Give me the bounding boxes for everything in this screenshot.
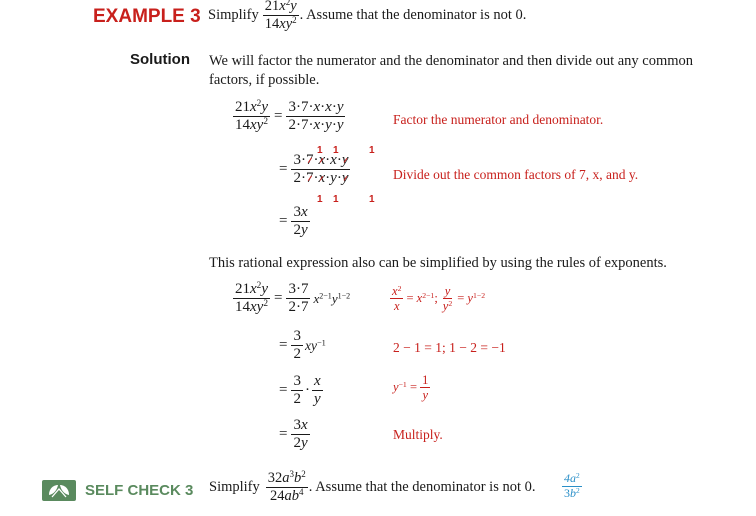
example-label: EXAMPLE 3 [93,6,201,27]
leaf-icon [42,480,76,501]
example-statement [208,0,526,32]
self-check-answer: $\frac{4a^2}{3b^2}$ [564,470,580,500]
three-halves: $\frac{3}{2}$ [293,328,301,363]
negative-exponent-note: $y^{-1}$ = $\frac{1}{y}$ [393,373,429,403]
example-denominator: $14xy^2$ [264,14,297,32]
factor-step: $\frac{21x^2y}{14xy^2}$ = $\frac{3\cdot 7\cdot x\cdot x\cdot y}{2\cdot 7\cdot x\cdot y\cdot y}$ [235,98,344,134]
self-check-tail: . Assume that the denominator is not 0. [308,478,536,495]
exponent-arith-note: 2 − 1 = 1; 1 − 2 = −1 [393,340,506,355]
cancel-mark: 1 [333,194,339,205]
exponents-intro: This rational expression also can be simplified by using the rules of exponents. [209,255,667,271]
self-check-badge [42,480,76,501]
quotient-rule-note: $\frac{x^2}{x}$ = $x^{2-1}$; $\frac{y}{y^2}$ = $y^{1-2}$ [392,283,486,314]
original-fraction-2: $\frac{21x^2y}{14xy^2}$ [235,280,268,316]
multiply-note: Multiply. [393,427,443,442]
self-check-lead: Simplify [209,478,260,495]
cancel-note: Divide out the common factors of 7, x, and y. [393,167,639,182]
self-check-label: SELF CHECK 3 [85,482,194,499]
result-step: = $\frac{3x}{2y}$ [279,204,308,239]
example-lead: Simplify [208,6,259,23]
example-tail: . Assume that the denominator is not 0. [299,6,527,23]
solution-intro-line1: We will factor the numerator and the denominator and then divide out any common [209,53,694,69]
example-fraction [263,0,299,32]
exponent-step-4: = $\frac{3x}{2y}$ [279,417,308,452]
exponent-step-3: = $\frac{3}{2}$ · $\frac{x}{y}$ [279,373,321,408]
factored-fraction: $\frac{3\cdot 7\cdot x\cdot x\cdot y}{2\cdot 7\cdot x\cdot y\cdot y}$ [288,99,344,134]
solution-intro-line2: factors, if possible. [209,72,320,88]
original-fraction: $\frac{21x^2y}{14xy^2}$ [235,98,268,134]
cancel-mark: 1 [369,194,375,205]
exponent-step: $\frac{21x^2y}{14xy^2}$ = $\frac{3\cdot 7}{2\cdot 7}$ $x^{2-1}y^{1-2}$ [235,280,351,316]
cancel-mark: 1 [369,145,375,156]
cancel-mark: 1 [317,145,323,156]
factor-note: Factor the numerator and denominator. [393,112,604,127]
self-check-statement [209,470,536,504]
cancel-mark: 1 [333,145,339,156]
cancel-step: = $\frac{3\cdot 7\cdot x\cdot x\cdot y}{2\cdot 7\cdot x\cdot y\cdot y}$ [279,152,349,187]
cancel-mark: 1 [317,194,323,205]
solution-label: Solution [130,51,190,68]
result-fraction: $\frac{3x}{2y}$ [293,204,308,239]
example-numerator: $21x^2y$ [264,0,297,14]
exponent-step-2: = $\frac{3}{2}$ $xy^{-1}$ [279,328,326,363]
coefficient-fraction: $\frac{3\cdot 7}{2\cdot 7}$ [288,281,309,316]
self-check-fraction: $\frac{32a^3b^2}{24ab^4}$ [267,469,306,504]
cancelled-fraction: $\frac{3\cdot 7\cdot x\cdot x\cdot y}{2\cdot 7\cdot x\cdot y\cdot y}$ [293,152,349,187]
